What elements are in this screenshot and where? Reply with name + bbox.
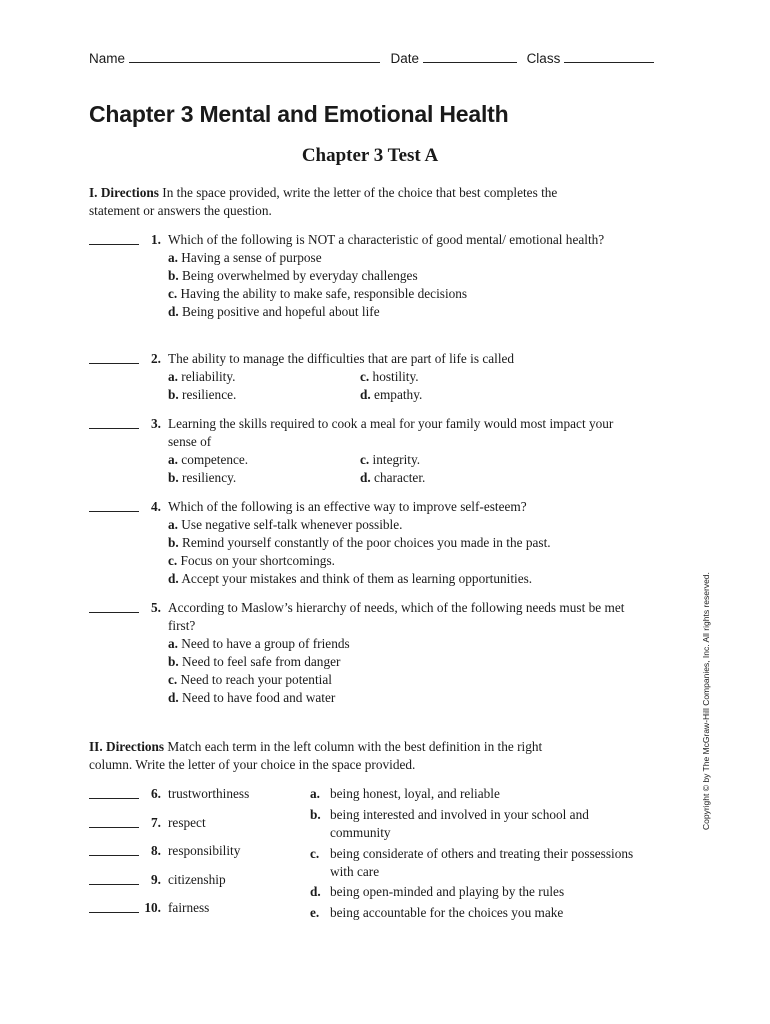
definition-letter: c.: [310, 846, 320, 861]
question-stem: Learning the skills required to cook a meal for your family would most impact your sense of: [168, 416, 614, 449]
header-fields: [89, 50, 654, 66]
term-number: 9.: [151, 872, 161, 887]
definition-text: being open-minded and playing by the rules: [330, 884, 565, 899]
choice: c. Focus on your shortcomings.: [168, 553, 335, 568]
choice: b. Being overwhelmed by everyday challenges: [168, 268, 418, 283]
question-number: 5.: [151, 600, 161, 615]
class-field[interactable]: [564, 50, 654, 63]
question-stem: Which of the following is NOT a characteristic of good mental/ emotional health?: [168, 232, 605, 247]
answer-blank-9[interactable]: [89, 884, 139, 885]
term-text: trustworthiness: [168, 786, 250, 801]
definition-letter: b.: [310, 807, 321, 822]
definition-letter: e.: [310, 905, 320, 920]
choice: c. hostility.: [360, 369, 419, 384]
choice: d. empathy.: [360, 387, 423, 402]
definition-letter: a.: [310, 786, 320, 801]
choice: d. Need to have food and water: [168, 690, 336, 705]
definition-text: being interested and involved in your school and community: [330, 807, 589, 840]
choice: a. competence.: [168, 452, 249, 467]
question-number: 4.: [151, 499, 161, 514]
question-number: 2.: [151, 351, 161, 366]
answer-blank-8[interactable]: [89, 855, 139, 856]
term-number: 6.: [151, 786, 161, 801]
section2-heading: II. Directions: [89, 739, 165, 754]
section1-text: In the space provided, write the letter of the choice that best completes the statement or answers the question.: [89, 185, 558, 218]
copyright-notice: Copyright © by The McGraw-Hill Companies, Inc. All rights reserved.: [701, 572, 711, 830]
definition-text: being honest, loyal, and reliable: [330, 786, 500, 801]
answer-blank-7[interactable]: [89, 827, 139, 828]
choice: c. Having the ability to make safe, responsible decisions: [168, 286, 468, 301]
class-label: Class: [526, 51, 561, 66]
term-number: 10.: [144, 900, 161, 915]
choice: d. Accept your mistakes and think of them as learning opportunities.: [168, 571, 533, 586]
question-stem: The ability to manage the difficulties that are part of life is called: [168, 351, 515, 366]
choice: c. integrity.: [360, 452, 421, 467]
name-field[interactable]: [129, 50, 380, 63]
choice: d. character.: [360, 470, 426, 485]
date-field[interactable]: [423, 50, 517, 63]
term-text: respect: [168, 815, 206, 830]
date-label: Date: [390, 51, 419, 66]
term-number: 7.: [151, 815, 161, 830]
section2-text: Match each term in the left column with the best definition in the right column. Write the letter of your choice in the space provided.: [89, 739, 543, 772]
choice: a. Need to have a group of friends: [168, 636, 350, 651]
choice: d. Being positive and hopeful about life: [168, 304, 380, 319]
answer-blank-5[interactable]: [89, 612, 139, 613]
answer-blank-1[interactable]: [89, 244, 139, 245]
term-text: fairness: [168, 900, 210, 915]
question-stem: According to Maslow’s hierarchy of needs, which of the following needs must be met first?: [168, 600, 625, 633]
definition-text: being considerate of others and treating their possessions with care: [330, 846, 634, 879]
choice: a. Use negative self-talk whenever possible.: [168, 517, 403, 532]
choice: a. Having a sense of purpose: [168, 250, 322, 265]
section2-directions: [89, 738, 569, 774]
choice: b. resiliency.: [168, 470, 237, 485]
name-label: Name: [89, 51, 126, 66]
choice: c. Need to reach your potential: [168, 672, 332, 687]
choice: b. Need to feel safe from danger: [168, 654, 341, 669]
term-text: citizenship: [168, 872, 226, 887]
chapter-title: Chapter 3 Mental and Emotional Health: [89, 101, 509, 127]
test-title: Chapter 3 Test A: [301, 145, 439, 166]
section1-heading: I. Directions: [89, 185, 159, 200]
answer-blank-4[interactable]: [89, 511, 139, 512]
definition-letter: d.: [310, 884, 321, 899]
question-stem: Which of the following is an effective way to improve self-esteem?: [168, 499, 527, 514]
choice: b. resilience.: [168, 387, 237, 402]
section1-directions: [89, 184, 569, 220]
choice: a. reliability.: [168, 369, 236, 384]
definition-text: being accountable for the choices you make: [330, 905, 564, 920]
question-number: 3.: [151, 416, 161, 431]
question-number: 1.: [151, 232, 161, 247]
answer-blank-10[interactable]: [89, 912, 139, 913]
term-text: responsibility: [168, 843, 241, 858]
answer-blank-2[interactable]: [89, 363, 139, 364]
term-number: 8.: [151, 843, 161, 858]
answer-blank-3[interactable]: [89, 428, 139, 429]
choice: b. Remind yourself constantly of the poor choices you made in the past.: [168, 535, 551, 550]
answer-blank-6[interactable]: [89, 798, 139, 799]
